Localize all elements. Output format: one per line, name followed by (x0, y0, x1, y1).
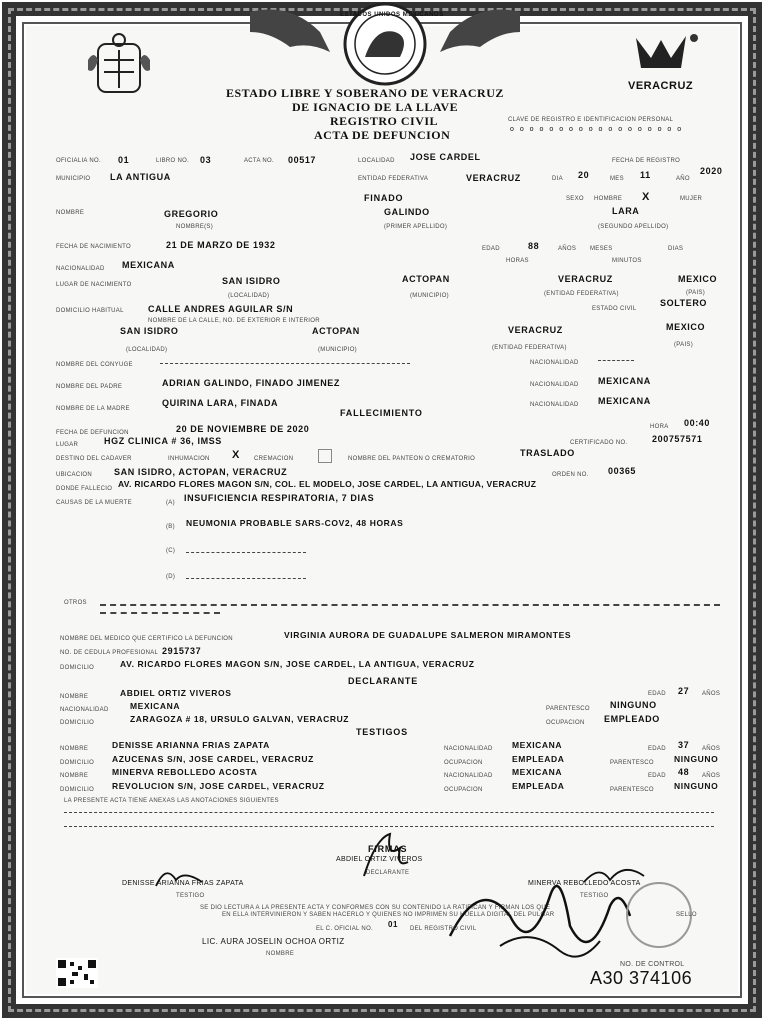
madre-nac-value: MEXICANA (598, 396, 651, 406)
dom-entidad: VERACRUZ (508, 325, 563, 335)
t2-dom-value: REVOLUCION S/N, JOSE CARDEL, VERACRUZ (112, 781, 325, 791)
mujer-label: MUJER (680, 196, 703, 202)
lugar-label: LUGAR (56, 442, 79, 448)
fallecimiento-section-title: FALLECIMIENTO (340, 408, 423, 418)
declarante-nombre-value: ABDIEL ORTIZ VIVEROS (120, 688, 232, 698)
official-signature (440, 856, 640, 976)
t1-nac-value: MEXICANA (512, 740, 563, 750)
t2-anios-label: AÑOS (702, 773, 721, 779)
t1-edad-value: 37 (678, 740, 690, 750)
t2-par-label: PARENTESCO (610, 787, 654, 793)
padre-label: NOMBRE DEL PADRE (56, 384, 123, 390)
declarante-section-title: DECLARANTE (348, 676, 418, 686)
hombre-label: HOMBRE (594, 196, 623, 202)
declarante-nac-value: MEXICANA (130, 701, 181, 711)
firma-leyenda-1: SE DIO LECTURA A LA PRESENTE ACTA Y CONFORMES CON SU CONTENIDO LA RATIFICAN Y FIRMAN LOS QUE (200, 905, 551, 911)
anotaciones-dashes-1 (64, 812, 714, 813)
anio-value: 2020 (700, 166, 723, 176)
padre-nac-value: MEXICANA (598, 376, 651, 386)
lugar-localidad: SAN ISIDRO (222, 276, 281, 286)
oficial-nombre-sub: NOMBRE (266, 951, 295, 957)
acta-label: ACTA NO. (244, 158, 274, 164)
declarante-parentesco-value: NINGUNO (610, 700, 657, 710)
fecha-def-value: 20 DE NOVIEMBRE DE 2020 (176, 424, 310, 434)
t2-nac-label: NACIONALIDAD (444, 773, 493, 779)
fecha-def-label: FECHA DE DEFUNCION (56, 430, 129, 436)
entidad-sub: (ENTIDAD FEDERATIVA) (544, 291, 619, 297)
declarante-domicilio-label: DOMICILIO (60, 720, 95, 726)
firmas-section-title: FIRMAS (368, 844, 408, 854)
firma-leyenda-2: EN ELLA INTERVINIERON Y SABEN HACERLO Y QUIENES NO IMPRIMEN SU HUELLA DIGITAL DEL PULGAR (222, 912, 555, 918)
domicilio-value: CALLE ANDRES AGUILAR S/N (148, 304, 294, 314)
primer-apellido-value: GALINDO (384, 207, 430, 217)
header-line-1: ESTADO LIBRE Y SOBERANO DE VERACRUZ (226, 86, 504, 100)
segundo-apellido-value: LARA (612, 206, 640, 216)
hora-label: HORA (650, 424, 669, 430)
mes-value: 11 (640, 170, 651, 180)
localidad-sub: (LOCALIDAD) (228, 293, 270, 299)
testigo1-signature (150, 862, 210, 892)
seal-text: ESTADOS UNIDOS MEXICANOS (340, 12, 444, 18)
firma-testigo1-role: TESTIGO (176, 893, 205, 899)
panteon-label: NOMBRE DEL PANTEON O CREMATORIO (348, 456, 476, 462)
t1-edad-label: EDAD (648, 746, 666, 752)
t2-par-value: NINGUNO (674, 781, 719, 791)
estado-civil-label: ESTADO CIVIL (592, 306, 637, 312)
minutos-label: MINUTOS (612, 258, 642, 264)
declarante-ocupacion-value: EMPLEADO (604, 714, 660, 724)
causa-a-label: (A) (166, 500, 175, 506)
municipio-value: LA ANTIGUA (110, 172, 171, 182)
orden-value: 00365 (608, 466, 637, 476)
control-number: A30 374106 (590, 968, 693, 988)
orden-label: ORDEN NO. (552, 472, 589, 478)
medico-nombre-label: NOMBRE DEL MEDICO QUE CERTIFICO LA DEFUNCION (60, 636, 233, 642)
entidad-label: ENTIDAD FEDERATIVA (358, 176, 429, 182)
meses-label: MESES (590, 246, 613, 252)
fecha-nac-label: FECHA DE NACIMIENTO (56, 244, 131, 250)
causa-d-label: (D) (166, 574, 176, 580)
dia-value: 20 (578, 170, 590, 180)
declarante-edad-label: EDAD (648, 691, 666, 697)
header-line-3: REGISTRO CIVIL (330, 114, 439, 128)
clave-label: CLAVE DE REGISTRO E IDENTIFICACION PERSONAL (508, 117, 674, 123)
dom-localidad-sub: (LOCALIDAD) (126, 347, 168, 353)
firma-testigo2-role: TESTIGO (580, 893, 609, 899)
t2-nac-value: MEXICANA (512, 767, 563, 777)
t2-nombre-label: NOMBRE (60, 773, 89, 779)
oficial-nombre: LIC. AURA JOSELIN OCHOA ORTIZ (202, 937, 345, 946)
dia-label: DIA (552, 176, 563, 182)
sexo-mark: X (642, 191, 650, 203)
declarante-ocupacion-label: OCUPACION (546, 720, 585, 726)
certificado-value: 200757571 (652, 434, 703, 444)
oficialia-label: OFICIALIA NO. (56, 158, 101, 164)
anios-label: AÑOS (558, 246, 577, 252)
municipio-label: MUNICIPIO (56, 176, 91, 182)
causa-a-value: INSUFICIENCIA RESPIRATORIA, 7 DIAS (184, 493, 375, 503)
veracruz-logo (626, 28, 706, 78)
domicilio-sub: NOMBRE DE LA CALLE, NO. DE EXTERIOR E INTERIOR (148, 318, 320, 324)
t2-ocup-label: OCUPACION (444, 787, 483, 793)
t1-par-value: NINGUNO (674, 754, 719, 764)
qr-code (56, 958, 98, 988)
donde-value: AV. RICARDO FLORES MAGON S/N, COL. EL MODELO, JOSE CARDEL, LA ANTIGUA, VERACRUZ (118, 479, 537, 489)
causa-c-dashes (186, 552, 306, 553)
t1-par-label: PARENTESCO (610, 760, 654, 766)
firma-declarante-nombre: ABDIEL ORTIZ VIVEROS (336, 856, 423, 863)
del-registro-label: DEL REGISTRO CIVIL (410, 926, 477, 932)
lugar-municipio: ACTOPAN (402, 274, 450, 284)
fecha-nac-value: 21 DE MARZO DE 1932 (166, 240, 276, 250)
conyuge-label: NOMBRE DEL CONYUGE (56, 362, 133, 368)
t1-nombre-label: NOMBRE (60, 746, 89, 752)
oficialia-value: 01 (118, 155, 130, 165)
padre-nac-label: NACIONALIDAD (530, 382, 579, 388)
finado-section-title: FINADO (364, 193, 404, 203)
anotaciones-label: LA PRESENTE ACTA TIENE ANEXAS LAS ANOTACIONES SIGUIENTES (64, 798, 279, 804)
lugar-entidad: VERACRUZ (558, 274, 613, 284)
t2-edad-label: EDAD (648, 773, 666, 779)
declarante-anios-label: AÑOS (702, 691, 721, 697)
segundo-apellido-sub: (SEGUNDO APELLIDO) (598, 224, 669, 230)
oficial-label: EL C. OFICIAL NO. (316, 926, 373, 932)
medico-cedula-label: NO. DE CEDULA PROFESIONAL (60, 650, 159, 656)
libro-label: LIBRO NO. (156, 158, 190, 164)
t1-dom-label: DOMICILIO (60, 760, 95, 766)
nombre-value: GREGORIO (164, 209, 219, 219)
nombre-sub: NOMBRE(S) (176, 224, 214, 230)
padre-value: ADRIAN GALINDO, FINADO JIMENEZ (162, 378, 341, 388)
t1-nac-label: NACIONALIDAD (444, 746, 493, 752)
t1-nombre-value: DENISSE ARIANNA FRIAS ZAPATA (112, 740, 270, 750)
domicilio-label: DOMICILIO HABITUAL (56, 308, 124, 314)
municipio-sub: (MUNICIPIO) (410, 293, 449, 299)
horas-label: HORAS (506, 258, 529, 264)
cremacion-label: CREMACION (254, 456, 294, 462)
mes-label: MES (610, 176, 624, 182)
hora-value: 00:40 (684, 418, 711, 428)
medico-domicilio-label: DOMICILIO (60, 665, 95, 671)
nacionalidad-value: MEXICANA (122, 260, 175, 270)
document-title: ACTA DE DEFUNCION (314, 128, 451, 142)
estado-civil-value: SOLTERO (660, 298, 708, 308)
nombre-label: NOMBRE (56, 210, 85, 216)
lugar-nac-label: LUGAR DE NACIMIENTO (56, 282, 132, 288)
primer-apellido-sub: (PRIMER APELLIDO) (384, 224, 448, 230)
ubicacion-label: UBICACION (56, 472, 93, 478)
header-line-2: DE IGNACIO DE LA LLAVE (292, 100, 459, 114)
destino-label: DESTINO DEL CADAVER (56, 456, 132, 462)
fecha-registro-label: FECHA DE REGISTRO (612, 158, 681, 164)
t1-ocup-value: EMPLEADA (512, 754, 565, 764)
sello-label: SELLO (676, 912, 697, 918)
panteon-value: TRASLADO (520, 448, 575, 458)
conyuge-nac-dashes (598, 360, 634, 361)
clave-dots: o o o o o o o o o o o o o o o o o o (510, 126, 684, 133)
declarante-edad-value: 27 (678, 686, 690, 696)
localidad-value: JOSE CARDEL (410, 152, 481, 162)
madre-value: QUIRINA LARA, FINADA (162, 398, 279, 408)
localidad-label: LOCALIDAD (358, 158, 395, 164)
t1-ocup-label: OCUPACION (444, 760, 483, 766)
veracruz-logo-text: VERACRUZ (628, 80, 694, 92)
edad-value: 88 (528, 241, 540, 251)
declarante-nac-label: NACIONALIDAD (60, 707, 109, 713)
dom-entidad-sub: (ENTIDAD FEDERATIVA) (492, 345, 567, 351)
dom-pais-sub: (PAIS) (674, 342, 694, 348)
madre-label: NOMBRE DE LA MADRE (56, 406, 130, 412)
t1-dom-value: AZUCENAS S/N, JOSE CARDEL, VERACRUZ (112, 754, 314, 764)
conyuge-nac-label: NACIONALIDAD (530, 360, 579, 366)
dias-label: DIAS (668, 246, 684, 252)
entidad-value: VERACRUZ (466, 173, 521, 183)
causa-c-label: (C) (166, 548, 176, 554)
declarante-domicilio-value: ZARAGOZA # 18, URSULO GALVAN, VERACRUZ (130, 714, 350, 724)
lugar-value: HGZ CLINICA # 36, IMSS (104, 436, 222, 446)
otros-dashes-1 (100, 604, 720, 606)
firma-testigo1-nombre: DENISSE ARIANNA FRIAS ZAPATA (122, 880, 244, 887)
t2-edad-value: 48 (678, 767, 690, 777)
otros-dashes-2 (100, 612, 220, 614)
t2-dom-label: DOMICILIO (60, 787, 95, 793)
pais-sub: (PAIS) (686, 290, 706, 296)
lugar-pais: MEXICO (678, 274, 718, 284)
dom-pais: MEXICO (666, 322, 706, 332)
declarante-nombre-label: NOMBRE (60, 694, 89, 700)
donde-label: DONDE FALLECIO (56, 486, 113, 492)
t2-ocup-value: EMPLEADA (512, 781, 565, 791)
control-label: NO. DE CONTROL (620, 961, 685, 968)
inhumacion-label: INHUMACION (168, 456, 210, 462)
conyuge-dashes (160, 363, 410, 364)
acta-value: 00517 (288, 155, 317, 165)
firma-testigo2-nombre: MINERVA REBOLLEDO ACOSTA (528, 880, 641, 887)
sexo-label: SEXO (566, 196, 584, 202)
madre-nac-label: NACIONALIDAD (530, 402, 579, 408)
certificado-label: CERTIFICADO NO. (570, 440, 628, 446)
cremacion-box (318, 449, 332, 463)
firma-declarante-role: DECLARANTE (366, 870, 410, 876)
nacionalidad-label: NACIONALIDAD (56, 266, 105, 272)
causa-b-label: (B) (166, 524, 175, 530)
t2-nombre-value: MINERVA REBOLLEDO ACOSTA (112, 767, 258, 777)
t1-anios-label: AÑOS (702, 746, 721, 752)
testigos-section-title: TESTIGOS (356, 727, 408, 737)
edad-label: EDAD (482, 246, 500, 252)
dom-localidad: SAN ISIDRO (120, 326, 179, 336)
anio-label: AÑO (676, 176, 690, 182)
oficial-no: 01 (388, 920, 399, 929)
ubicacion-value: SAN ISIDRO, ACTOPAN, VERACRUZ (114, 467, 288, 477)
medico-domicilio-value: AV. RICARDO FLORES MAGON S/N, JOSE CARDEL, LA ANTIGUA, VERACRUZ (120, 659, 475, 669)
declarante-parentesco-label: PARENTESCO (546, 706, 590, 712)
otros-label: OTROS (64, 600, 87, 606)
anotaciones-dashes-2 (64, 826, 714, 827)
causas-label: CAUSAS DE LA MUERTE (56, 500, 132, 506)
causa-d-dashes (186, 578, 306, 579)
state-coat-of-arms (84, 30, 154, 100)
dom-municipio: ACTOPAN (312, 326, 360, 336)
destino-mark: X (232, 449, 240, 461)
causa-b-value: NEUMONIA PROBABLE SARS-COV2, 48 HORAS (186, 518, 404, 528)
medico-cedula-value: 2915737 (162, 646, 202, 656)
medico-nombre-value: VIRGINIA AURORA DE GUADALUPE SALMERON MIRAMONTES (284, 630, 572, 640)
libro-value: 03 (200, 155, 212, 165)
dom-municipio-sub: (MUNICIPIO) (318, 347, 357, 353)
